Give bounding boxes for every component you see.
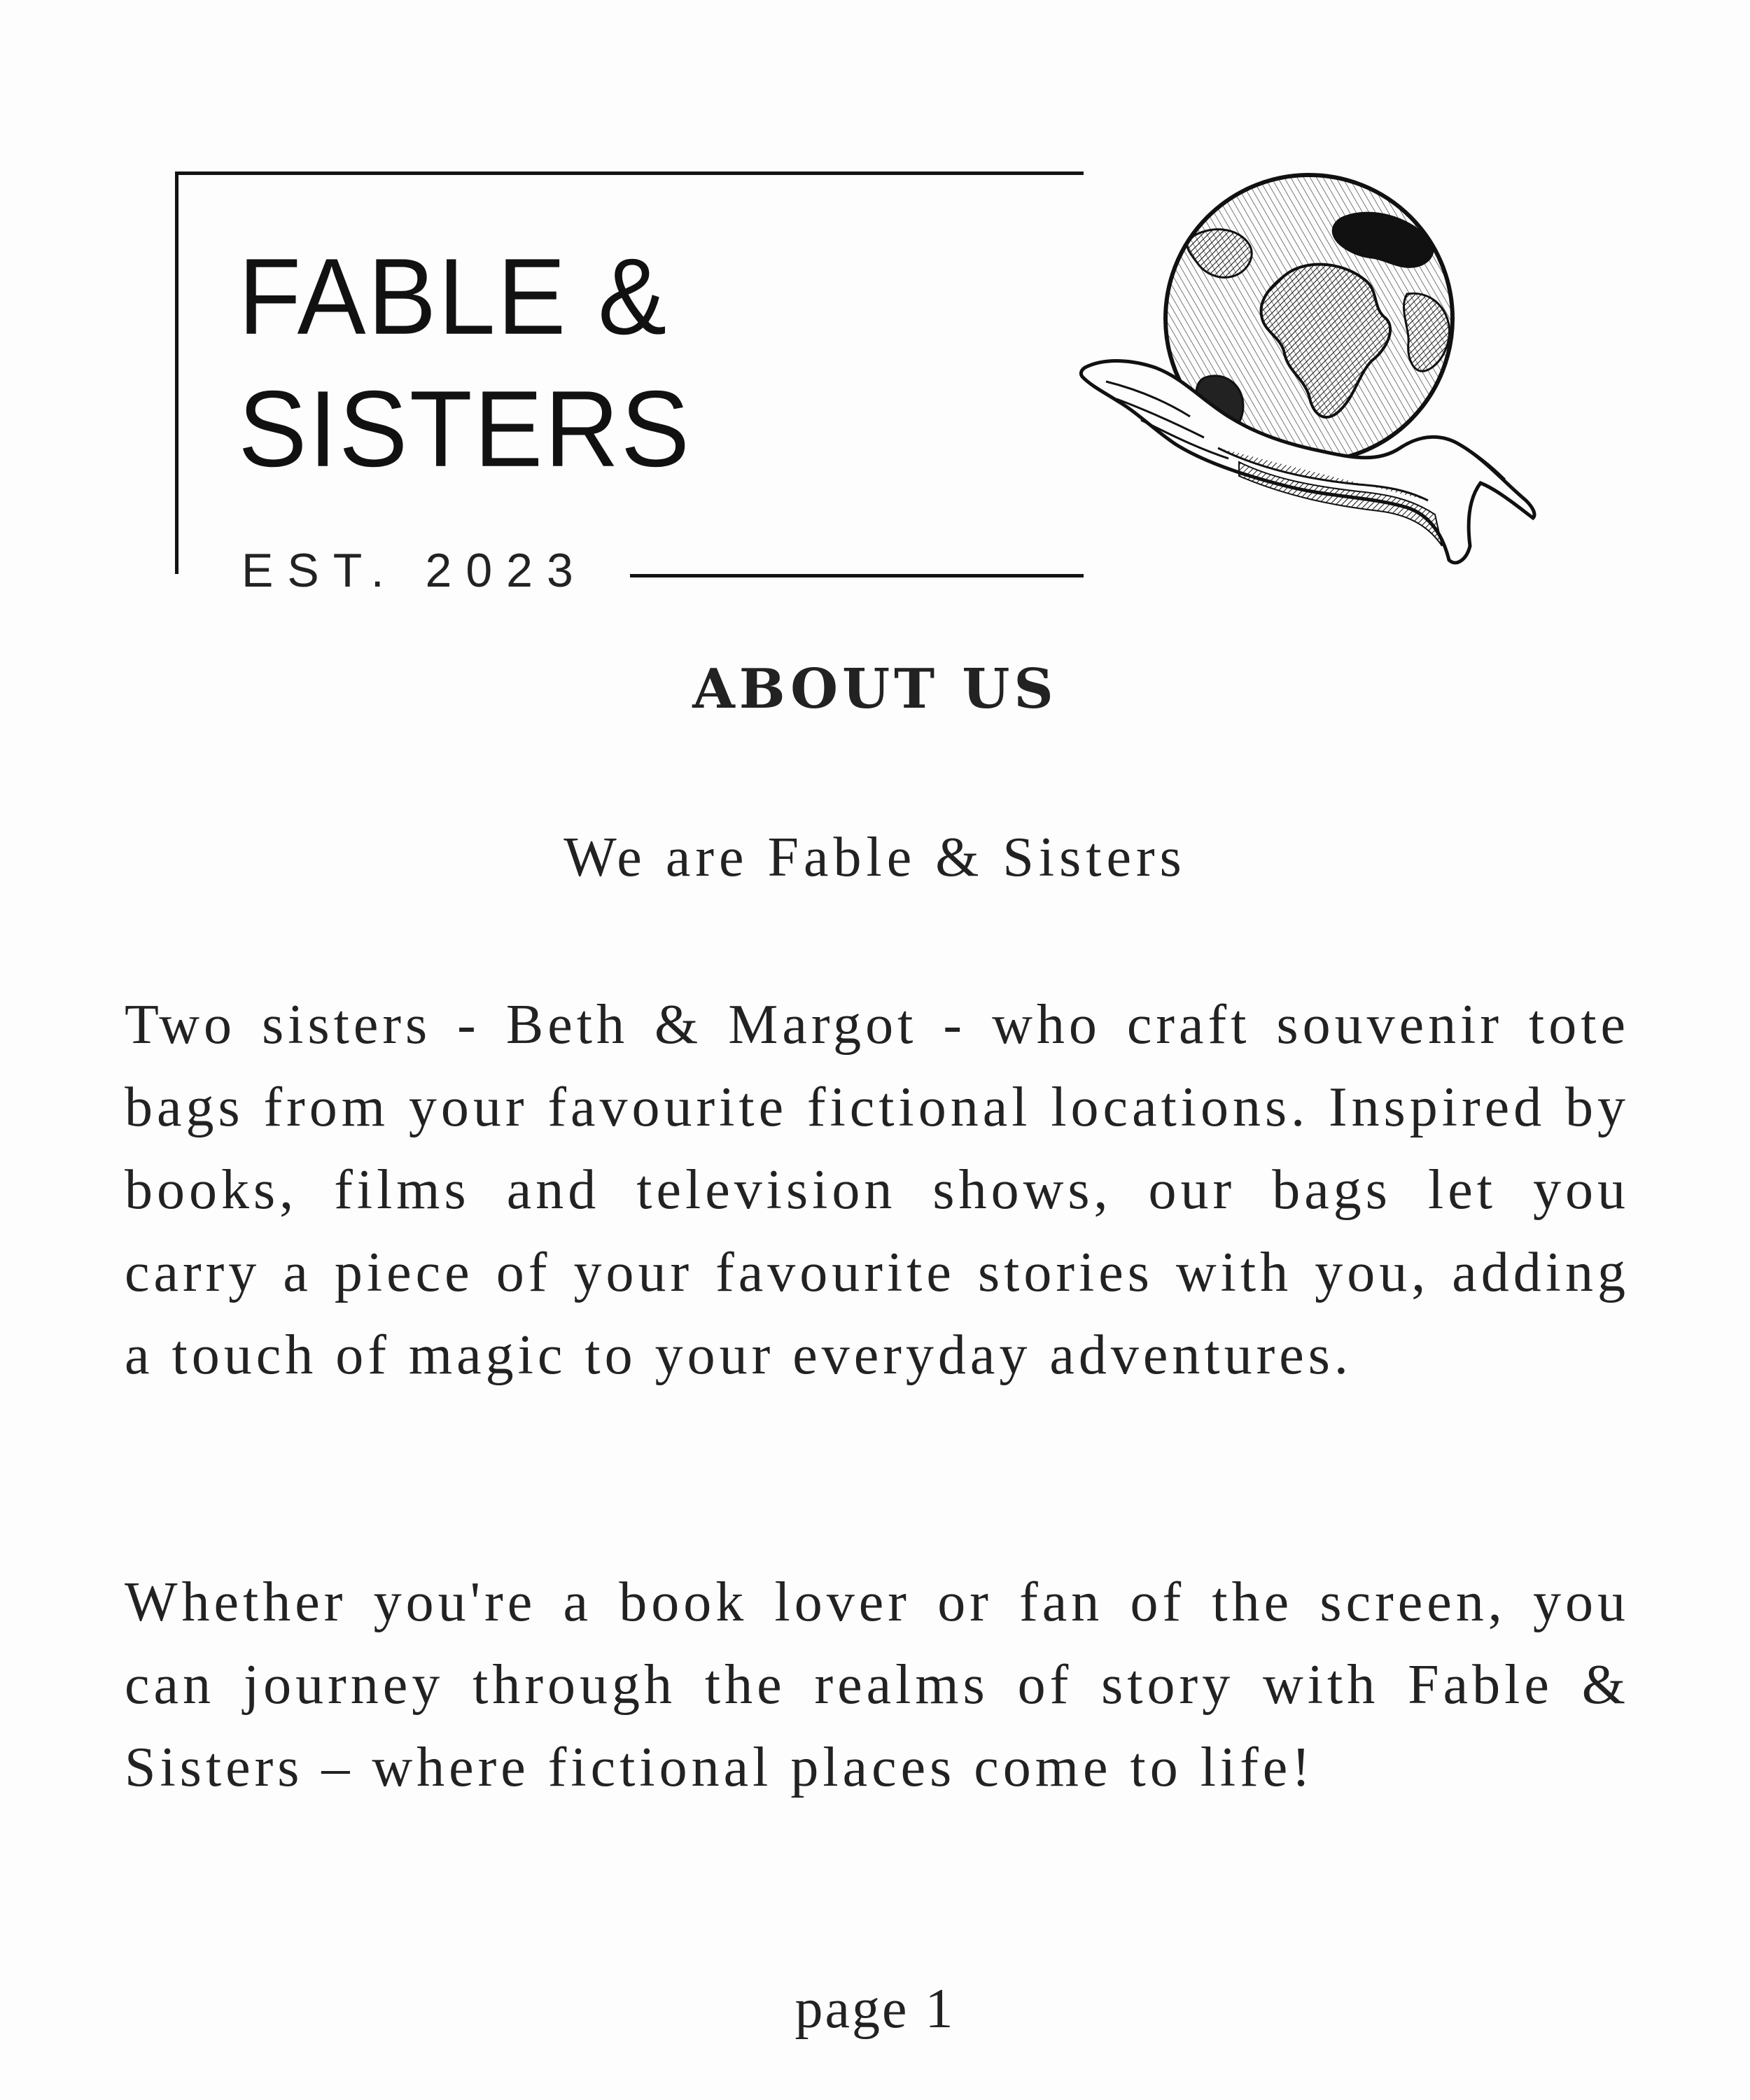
established-label: EST. 2023	[241, 544, 587, 597]
logo-frame-bottom-line	[630, 574, 1084, 578]
about-paragraph-2: Whether you're a book lover or fan of the screen, you can journey through the realms of story with Fable & Sisters – where fictional places come to life!	[125, 1572, 1630, 1798]
about-subtitle: We are Fable & Sisters	[564, 827, 1186, 888]
brand-name-line2: SISTERS	[238, 368, 692, 490]
logo-frame-top-line	[175, 172, 1084, 175]
globe-in-hand-icon	[1078, 168, 1547, 588]
about-paragraph-1: Two sisters - Beth & Margot - who craft souvenir tote bags from your favourite fictional locations. Inspired by books, films and television shows, our bags let you carry a piece of your favourite stories with you, adding a touch of magic to your everyday adventures.	[125, 994, 1630, 1386]
page-number: page 1	[794, 1978, 955, 2040]
about-heading: ABOUT US	[692, 657, 1058, 721]
brand-name-line1: FABLE &	[238, 236, 668, 358]
logo-frame-left-line	[175, 172, 178, 574]
brand-name	[238, 231, 770, 496]
